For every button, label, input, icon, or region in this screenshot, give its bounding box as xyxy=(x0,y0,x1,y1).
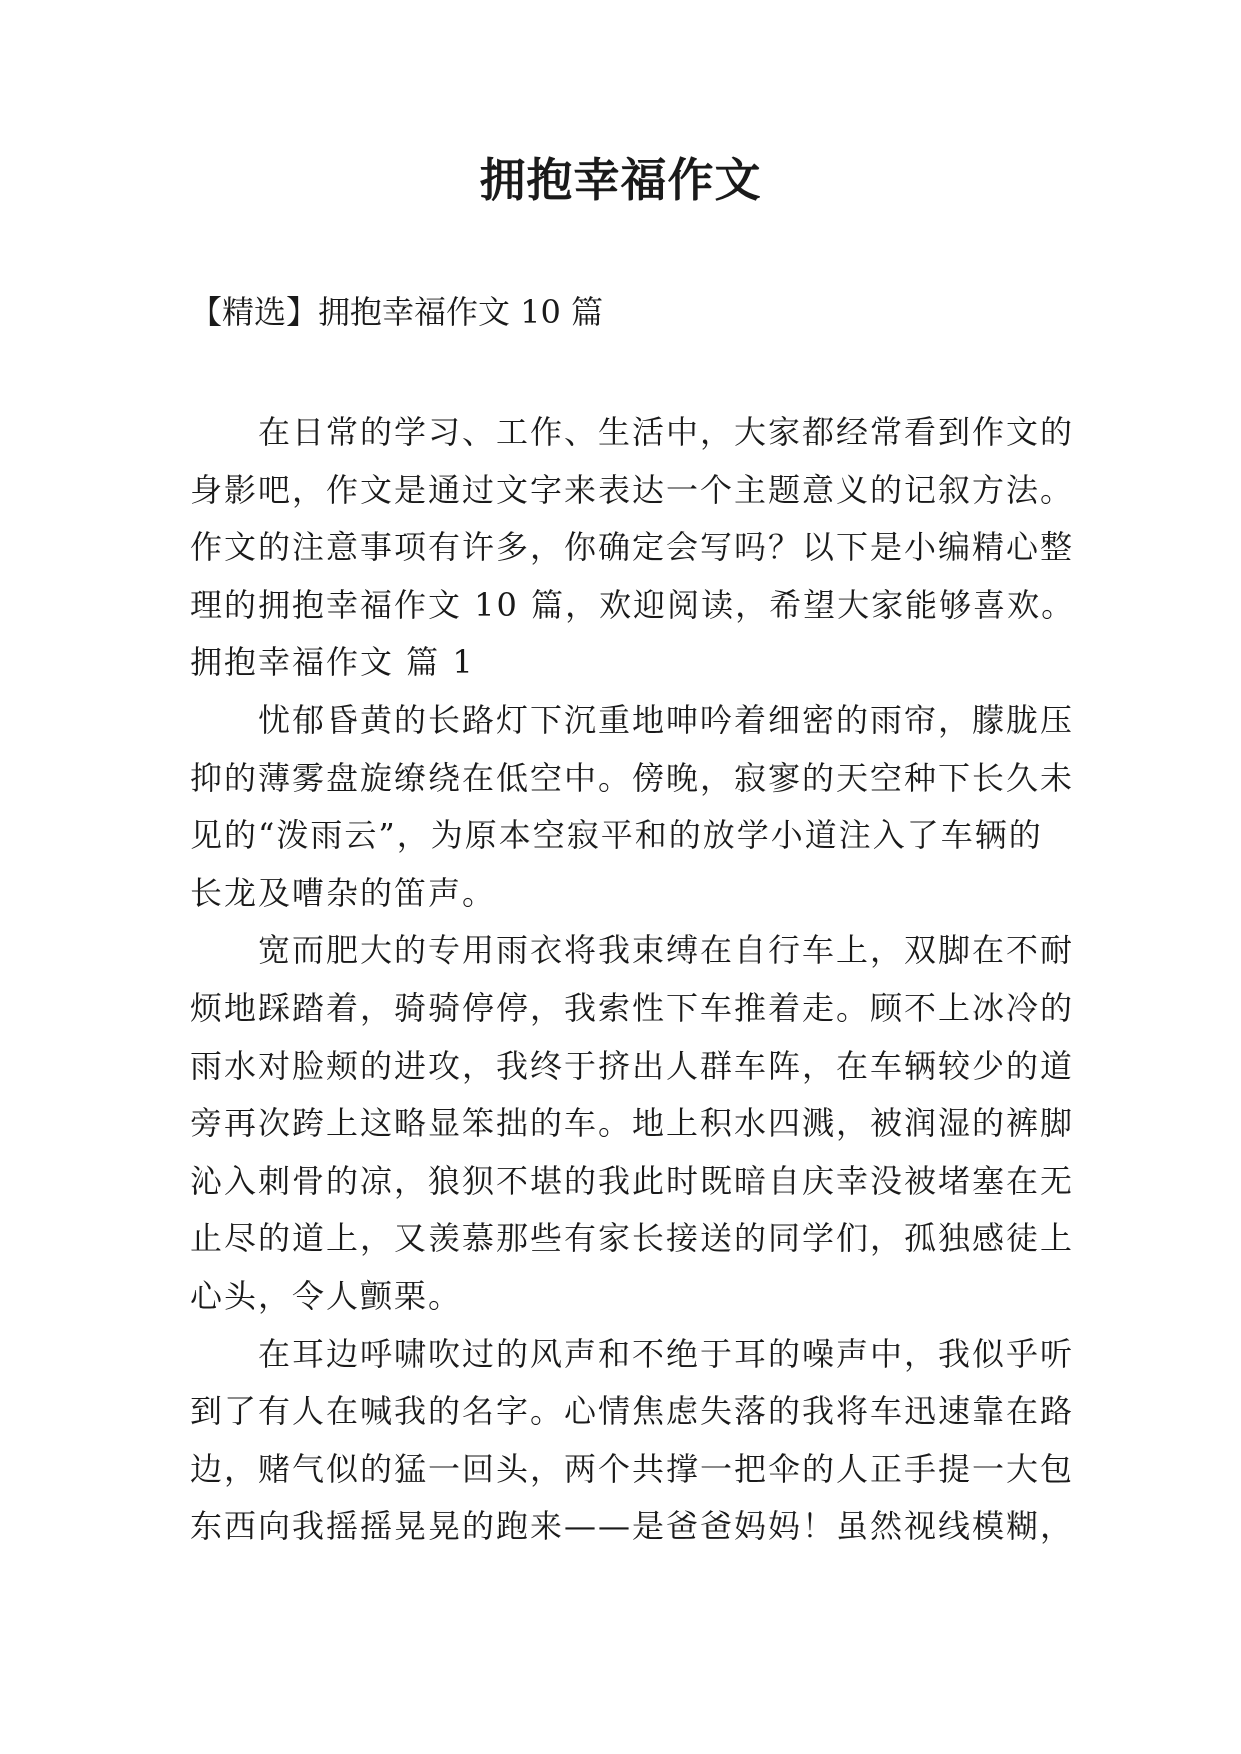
body-line: 抑的薄雾盘旋缭绕在低空中。傍晚，寂寥的天空种下长久未 xyxy=(190,758,1075,797)
body-line: 宽而肥大的专用雨衣将我束缚在自行车上，双脚在不耐 xyxy=(258,931,1075,970)
body-line: 长龙及嘈杂的笛声。 xyxy=(190,873,497,912)
body-line: 烦地踩踏着，骑骑停停，我索性下车推着走。顾不上冰冷的 xyxy=(190,988,1075,1027)
body-line: 到了有人在喊我的名字。心情焦虑失落的我将车迅速靠在路 xyxy=(190,1392,1075,1431)
body-line: 见的“泼雨云”，为原本空寂平和的放学小道注入了车辆的 xyxy=(190,816,1043,855)
document-title: 拥抱幸福作文 xyxy=(479,153,762,207)
body-line: 身影吧，作文是通过文字来表达一个主题意义的记叙方法。 xyxy=(190,470,1075,509)
body-line: 在耳边呼啸吹过的风声和不绝于耳的噪声中，我似乎听 xyxy=(258,1334,1075,1373)
body-line: 边，赌气似的猛一回头，两个共撑一把伞的人正手提一大包 xyxy=(190,1449,1075,1488)
document-subtitle: 【精选】拥抱幸福作文 10 篇 xyxy=(190,293,604,331)
body-line: 东西向我摇摇晃晃的跑来——是爸爸妈妈！虽然视线模糊， xyxy=(190,1507,1075,1546)
document-body xyxy=(190,404,1076,1556)
section-heading: 拥抱幸福作文 篇 1 xyxy=(190,643,475,682)
body-line: 作文的注意事项有许多，你确定会写吗？以下是小编精心整 xyxy=(190,528,1075,567)
body-line: 忧郁昏黄的长路灯下沉重地呻吟着细密的雨帘，朦胧压 xyxy=(258,700,1075,739)
body-line: 旁再次跨上这略显笨拙的车。地上积水四溅，被润湿的裤脚 xyxy=(190,1104,1075,1143)
body-line: 止尽的道上，又羡慕那些有家长接送的同学们，孤独感徒上 xyxy=(190,1219,1075,1258)
body-line: 沁入刺骨的凉，狼狈不堪的我此时既暗自庆幸没被堵塞在无 xyxy=(190,1161,1075,1200)
body-line: 理的拥抱幸福作文 10 篇，欢迎阅读，希望大家能够喜欢。 xyxy=(190,585,1076,624)
body-line: 在日常的学习、工作、生活中，大家都经常看到作文的 xyxy=(258,413,1075,451)
body-line: 心头，令人颤栗。 xyxy=(190,1276,463,1315)
body-line: 雨水对脸颊的进攻，我终于挤出人群车阵，在车辆较少的道 xyxy=(190,1046,1075,1085)
